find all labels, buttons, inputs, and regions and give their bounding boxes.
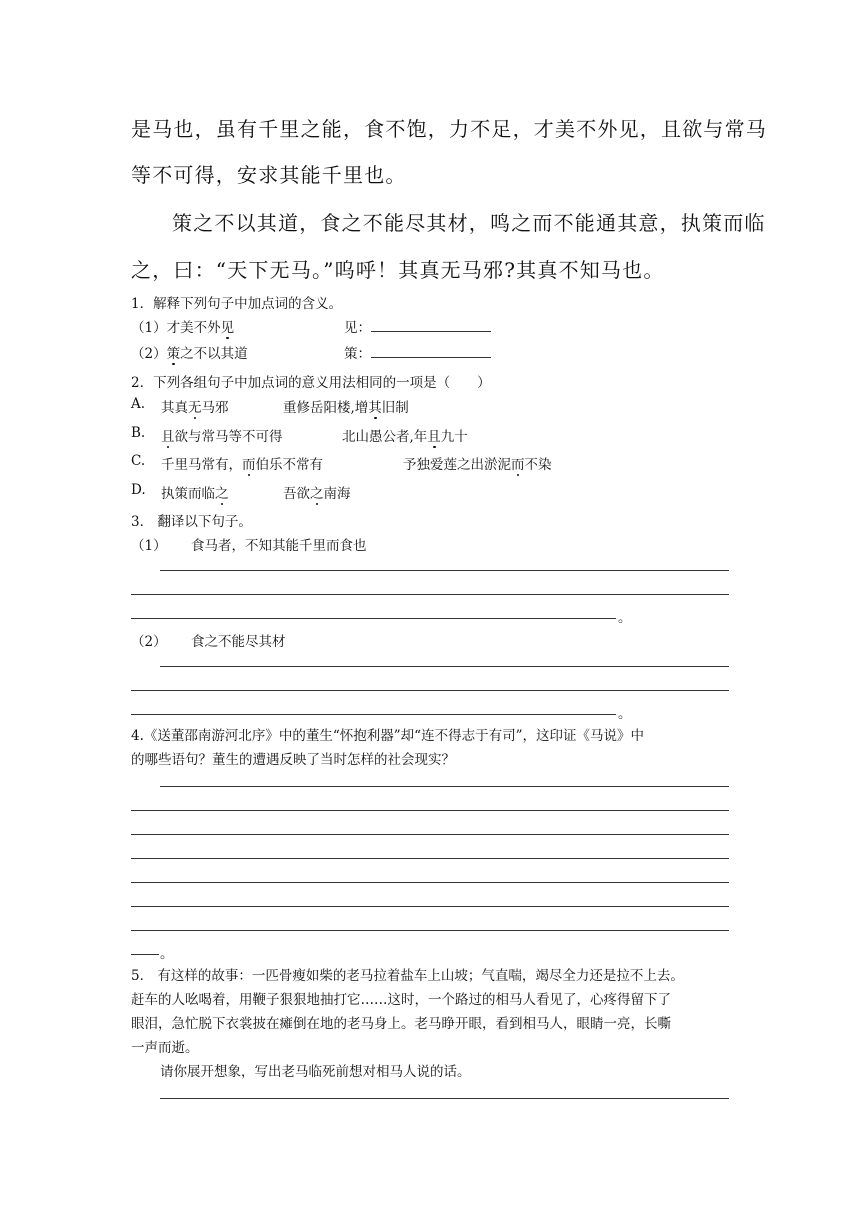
q2-option-b-second: [342, 425, 468, 445]
q2-option-a-second-post: 旧制: [381, 400, 409, 416]
q4-answer-line-3[interactable]: [131, 834, 729, 835]
q3-item-2-text: 食之不能尽其材: [191, 634, 286, 650]
q3-item-1-period: 。: [618, 610, 632, 626]
q1-item-1: [131, 316, 234, 336]
q2-option-a-second: [283, 396, 409, 416]
q2-option-c-second-post: 不染: [524, 457, 552, 473]
q2-option-b-first-post: 欲与常马等不可得: [174, 429, 283, 445]
q1-item-1-num: （1）: [131, 320, 167, 336]
q3-item-2-answer-line-3[interactable]: [131, 714, 616, 715]
q2-option-d-first: [161, 482, 229, 502]
q3-title: 3． 翻译以下句子。: [131, 514, 252, 530]
q2-option-d-second: [283, 482, 351, 502]
q1-item-1-blank[interactable]: [371, 331, 491, 332]
q3-item-2-answer-line-1[interactable]: [160, 666, 729, 667]
q1-item-2-label: 策：: [344, 346, 371, 362]
q5-line-2: 赶车的人吆喝着，用鞭子狠狠地抽打它……这时，一个路过的相马人看见了，心疼得留下了: [131, 992, 671, 1008]
passage-line-4: 之，曰：“天下无马。”呜呼！其真无马邪?其真不知马也。: [131, 258, 665, 282]
q2-option-c-dotted-word: 而: [242, 453, 256, 473]
q1-item-1-dotted-word: 见: [221, 316, 235, 336]
q2-option-d-second-pre: 吾欲: [283, 486, 310, 502]
q1-item-1-answer: [344, 316, 491, 336]
q1-item-2-answer: [344, 342, 491, 362]
q3-item-1-answer-line-2[interactable]: [131, 594, 729, 595]
q4-answer-line-5[interactable]: [131, 882, 729, 883]
q4-answer-line-8[interactable]: [131, 954, 159, 955]
q2-option-d-second-post: 南海: [323, 486, 351, 502]
q3-item-1-answer-line-1[interactable]: [160, 570, 729, 571]
q3-item-1-text: 食马者，不知其能千里而食也: [191, 538, 367, 554]
q5-line-3: 眼泪，急忙脱下衣裳披在瘫倒在地的老马身上。老马睁开眼，看到相马人，眼睛一亮，长嘶: [131, 1016, 671, 1032]
q2-option-d-dotted-word: 之: [215, 482, 229, 502]
q2-option-c-first-post: 伯乐不常有: [255, 457, 323, 473]
q1-item-2-dotted-word: 策: [167, 342, 181, 362]
q2-option-a-letter: A.: [131, 396, 146, 412]
q5-line-1: 5． 有这样的故事：一匹骨瘦如柴的老马拉着盐车上山坡；气直喘，竭尽全力还是拉不上去。: [131, 968, 684, 984]
q2-option-c-first: [161, 453, 323, 473]
q4-answer-line-1[interactable]: [160, 786, 729, 787]
q2-option-b-letter: B.: [131, 425, 146, 441]
q2-option-a-dotted-word: 其真无马邪: [161, 396, 229, 416]
q1-item-1-text: 才美不外: [166, 320, 221, 336]
q5-answer-line-1[interactable]: [160, 1098, 729, 1099]
q2-title: 2．下列各组句子中加点词的意义用法相同的一项是（ ）: [131, 375, 491, 391]
q5-prompt: 请你展开想象，写出老马临死前想对相马人说的话。: [160, 1064, 471, 1080]
passage-line-3: 策之不以其道，食之不能尽其材，鸣之而不能通其意，执策而临: [172, 211, 766, 235]
q1-item-1-label: 见：: [344, 320, 371, 336]
q2-option-b-second-post: 九十: [440, 429, 468, 445]
q4-line-2: 的哪些语句？董生的遭遇反映了当时怎样的社会现实？: [131, 752, 455, 768]
q2-option-b-second-dotted: 且: [427, 425, 441, 445]
q2-option-a-second-pre: 重修岳阳楼,增: [283, 400, 369, 416]
q2-option-c-first-pre: 千里马常有，: [161, 457, 242, 473]
q2-option-c-letter: C.: [131, 453, 146, 469]
passage-line-2: 等不可得，安求其能千里也。: [131, 163, 407, 187]
q1-item-2-text: 之不以其道: [180, 346, 248, 362]
q4-answer-line-4[interactable]: [131, 858, 729, 859]
q2-option-b-first: [161, 425, 283, 445]
q3-item-1-answer-line-3[interactable]: [131, 618, 616, 619]
q1-item-2: [131, 342, 248, 362]
passage-line-1: 是马也，虽有千里之能，食不饱，力不足，才美不外见，且欲与常马: [131, 117, 767, 141]
q1-title: 1．解释下列句子中加点词的含义。: [131, 296, 343, 312]
q4-period: 。: [160, 946, 174, 962]
q2-option-d-letter: D.: [131, 482, 146, 498]
q2-option-c-second-dotted: 而: [511, 453, 525, 473]
q1-item-2-blank[interactable]: [371, 357, 491, 358]
q5-line-4: 一声而逝。: [131, 1040, 199, 1056]
q2-option-c-second: [403, 453, 552, 473]
q4-answer-line-6[interactable]: [131, 906, 729, 907]
q3-item-2-period: 。: [618, 706, 632, 722]
q2-option-d-first-pre: 执策而临: [161, 486, 215, 502]
q3-item-2-answer-line-2[interactable]: [131, 690, 729, 691]
q2-option-b-second-pre: 北山愚公者,年: [342, 429, 428, 445]
q2-option-c-second-pre: 予独爱莲之出淤泥: [403, 457, 511, 473]
q4-line-1: 4.《送董邵南游河北序》中的董生“怀抱利器”却“连不得志于有司”，这印证《马说》中: [131, 728, 644, 744]
q3-item-2-num: （2）: [131, 634, 167, 650]
q2-option-b-dotted-word: 且: [161, 425, 175, 445]
q2-option-a-second-dotted: 其: [368, 396, 382, 416]
q2-option-a-first: [161, 396, 229, 416]
q4-answer-line-7[interactable]: [131, 930, 729, 931]
q1-item-2-num: （2）: [131, 346, 167, 362]
q3-item-1-num: （1）: [131, 538, 167, 554]
q2-option-d-second-dotted: 之: [310, 482, 324, 502]
q4-answer-line-2[interactable]: [131, 810, 729, 811]
